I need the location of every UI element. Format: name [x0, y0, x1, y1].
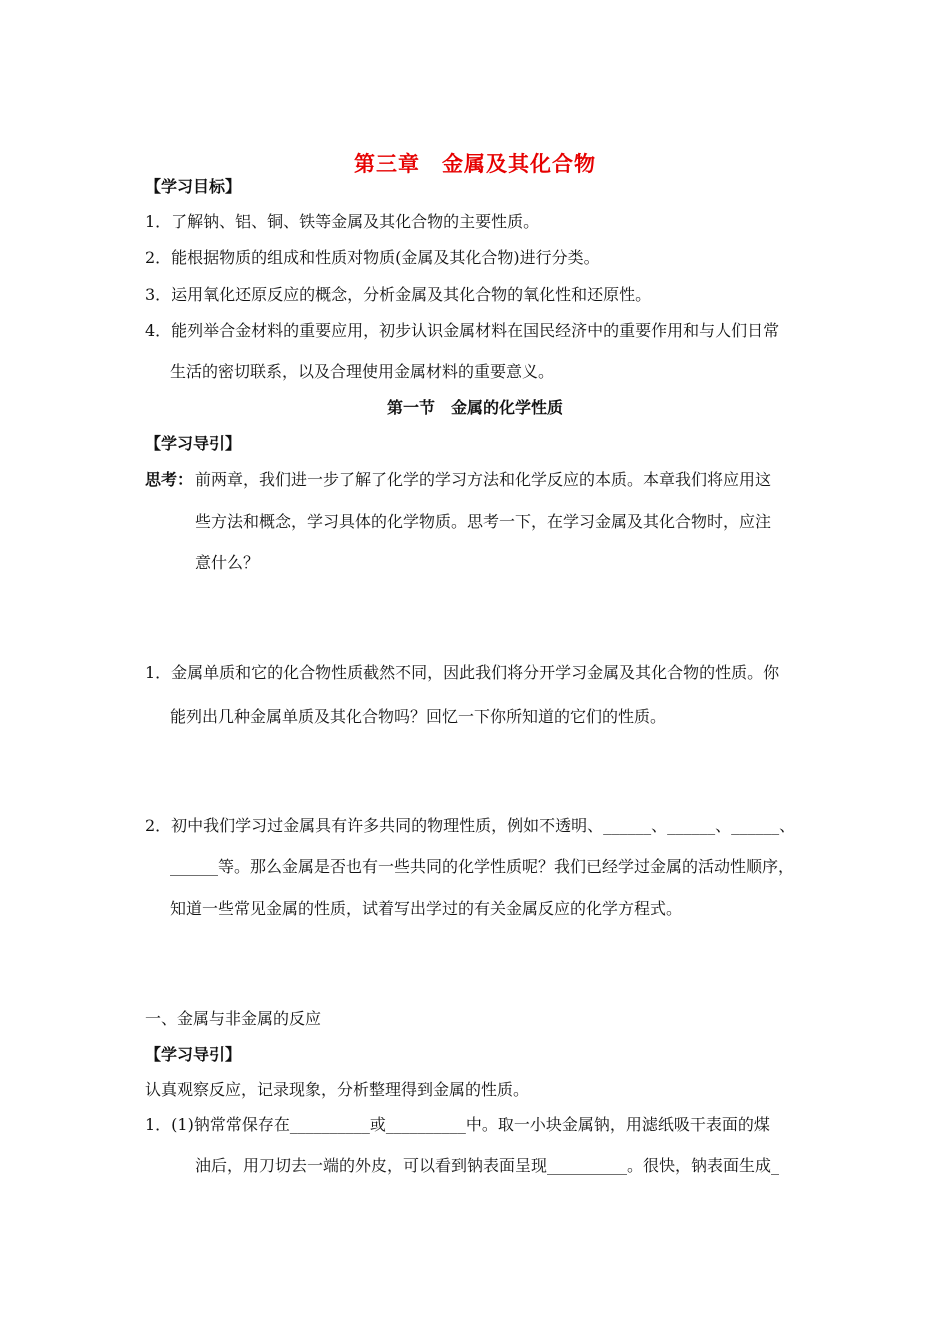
- part-question-1-continued: 油后，用刀切去一端的外皮，可以看到钠表面呈现__________。很快，钠表面生成_: [195, 1156, 780, 1175]
- question-2-continued: ______等。那么金属是否也有一些共同的化学性质呢？我们已经学过金属的活动性顺序，: [170, 857, 795, 876]
- part-heading: 一、金属与非金属的反应: [145, 1009, 322, 1028]
- question-2: 2．初中我们学习过金属具有许多共同的物理性质，例如不透明、______、______、______、: [145, 816, 796, 835]
- think-text: 前两章，我们进一步了解了化学的学习方法和化学反应的本质。本章我们将应用这: [195, 470, 772, 489]
- question-1-continued: 能列出几种金属单质及其化合物吗？回忆一下你所知道的它们的性质。: [170, 707, 667, 726]
- chapter-title: 第三章 金属及其化合物: [354, 151, 596, 176]
- part-question-1: 1．(1)钠常常保存在__________或__________中。取一小块金属钠，用滤纸吸干表面的煤: [145, 1115, 770, 1134]
- objective-item: 4．能列举合金材料的重要应用，初步认识金属材料在国民经济中的重要作用和与人们日常: [145, 321, 780, 340]
- section-title: 第一节 金属的化学性质: [386, 398, 563, 417]
- think-text: 意什么？: [195, 553, 260, 572]
- objective-item: 3．运用氧化还原反应的概念，分析金属及其化合物的氧化性和还原性。: [145, 285, 652, 304]
- question-2-continued: 知道一些常见金属的性质，试着写出学过的有关金属反应的化学方程式。: [170, 899, 683, 918]
- part-intro: 认真观察反应，记录现象，分析整理得到金属的性质。: [145, 1080, 530, 1099]
- objectives-header: 【学习目标】: [145, 177, 242, 196]
- think-text: 些方法和概念，学习具体的化学物质。思考一下，在学习金属及其化合物时，应注: [195, 512, 772, 531]
- objective-item: 2．能根据物质的组成和性质对物质(金属及其化合物)进行分类。: [145, 248, 600, 267]
- guide-header: 【学习导引】: [145, 1045, 242, 1064]
- guide-header: 【学习导引】: [145, 434, 242, 453]
- question-1: 1．金属单质和它的化合物性质截然不同，因此我们将分开学习金属及其化合物的性质。你: [145, 663, 780, 682]
- objective-item: 1．了解钠、铝、铜、铁等金属及其化合物的主要性质。: [145, 212, 540, 231]
- think-label: 思考：: [145, 470, 194, 489]
- objective-item-continued: 生活的密切联系，以及合理使用金属材料的重要意义。: [170, 362, 555, 381]
